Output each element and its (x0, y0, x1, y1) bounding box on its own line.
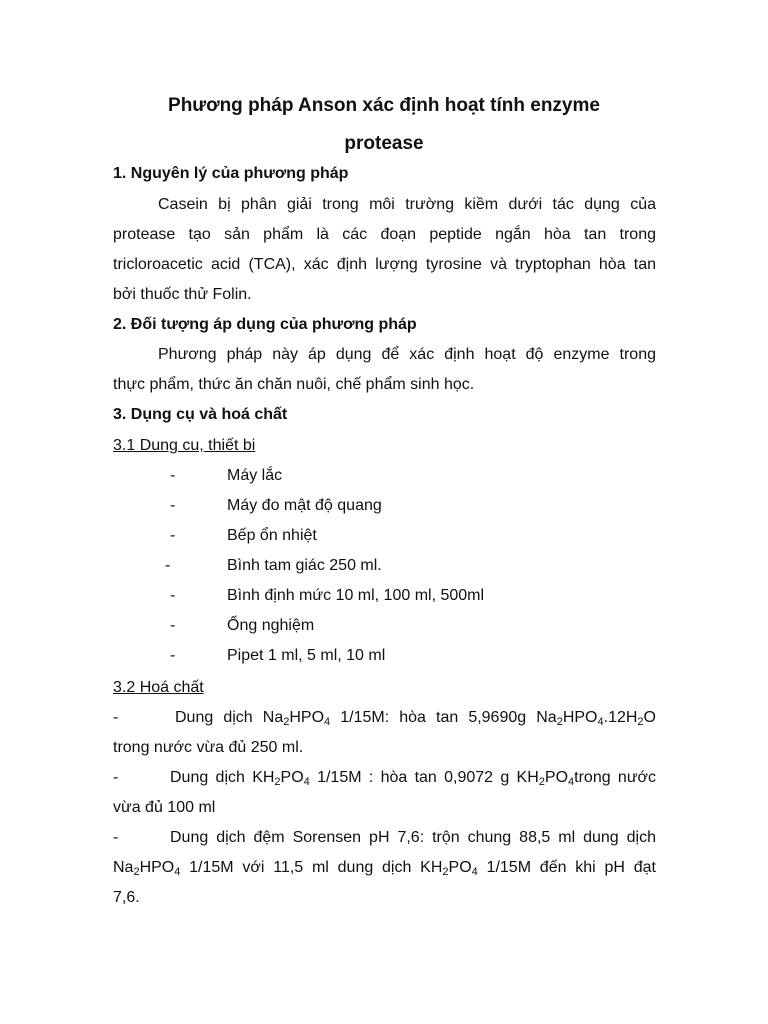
list-bullet: - (165, 557, 171, 574)
title-line-2: protease (344, 133, 424, 154)
section-3-heading: 3. Dụng cụ và hoá chất (113, 406, 288, 423)
list-bullet: - (170, 647, 176, 664)
chemical-bullet: - (113, 709, 119, 726)
section-1-line-1: Casein bị phân giải trong môi trường kiềm dưới tác dụng của (158, 196, 656, 213)
chemical-bullet: - (113, 769, 119, 786)
chemical-3-line-2: $Na_2HPO_4$ 1/15M với 11,5 ml dung dịch $KH_2PO_4$ 1/15M đến khi pH đạt (113, 859, 656, 878)
title-line-1: Phương pháp Anson xác định hoạt tính enzyme (168, 95, 600, 116)
chemical-bullet: - (113, 829, 119, 846)
section-2-line-1: Phương pháp này áp dụng để xác định hoạt độ enzyme trong (158, 346, 656, 363)
list-bullet: - (170, 617, 176, 634)
list-item: Máy lắc (227, 467, 283, 484)
section-1-line-2: protease tạo sản phẩm là các đoạn peptide ngắn hòa tan trong (113, 226, 656, 243)
list-item: Máy đo mật độ quang (227, 497, 382, 514)
chemical-3-line-3: 7,6. (113, 889, 140, 906)
list-bullet: - (170, 587, 176, 604)
list-bullet: - (170, 497, 176, 514)
chemical-1-line-2: trong nước vừa đủ 250 ml. (113, 739, 304, 756)
chemical-1-line-1: Dung dịch $Na_2HPO_4$ 1/15M: hòa tan 5,9690g $Na_2HPO_4.12H_2O$ (175, 709, 656, 728)
list-item: Bếp ổn nhiệt (227, 527, 317, 544)
document-title (100, 87, 668, 163)
list-item: Bình định mức 10 ml, 100 ml, 500ml (227, 587, 485, 604)
subsection-3-2-heading: 3.2 Hoá chất (113, 679, 204, 696)
chemical-2-line-2: vừa đủ 100 ml (113, 799, 216, 816)
list-bullet: - (170, 467, 176, 484)
section-2-heading: 2. Đối tượng áp dụng của phương pháp (113, 316, 417, 333)
list-item: Ống nghiệm (227, 617, 315, 634)
section-1-heading: 1. Nguyên lý của phương pháp (113, 165, 349, 182)
list-item: Bình tam giác 250 ml. (227, 557, 382, 574)
section-1-line-4: bởi thuốc thử Folin. (113, 286, 252, 303)
chemical-3-line-1: Dung dịch đệm Sorensen pH 7,6: trộn chung 88,5 ml dung dịch (170, 829, 656, 846)
subsection-3-1-heading: 3.1 Dung cu, thiết bi (113, 437, 256, 454)
section-2-line-2: thực phẩm, thức ăn chăn nuôi, chế phẩm sinh học. (113, 376, 475, 393)
list-bullet: - (170, 527, 176, 544)
chemical-2-line-1: Dung dịch $KH_2PO_4$ 1/15M : hòa tan 0,9072 g $KH_2PO_4trong$ nước (170, 769, 657, 788)
list-item: Pipet 1 ml, 5 ml, 10 ml (227, 647, 386, 664)
section-1-line-3: tricloroacetic acid (TCA), xác định lượng tyrosine và tryptophan hòa tan (113, 256, 656, 273)
